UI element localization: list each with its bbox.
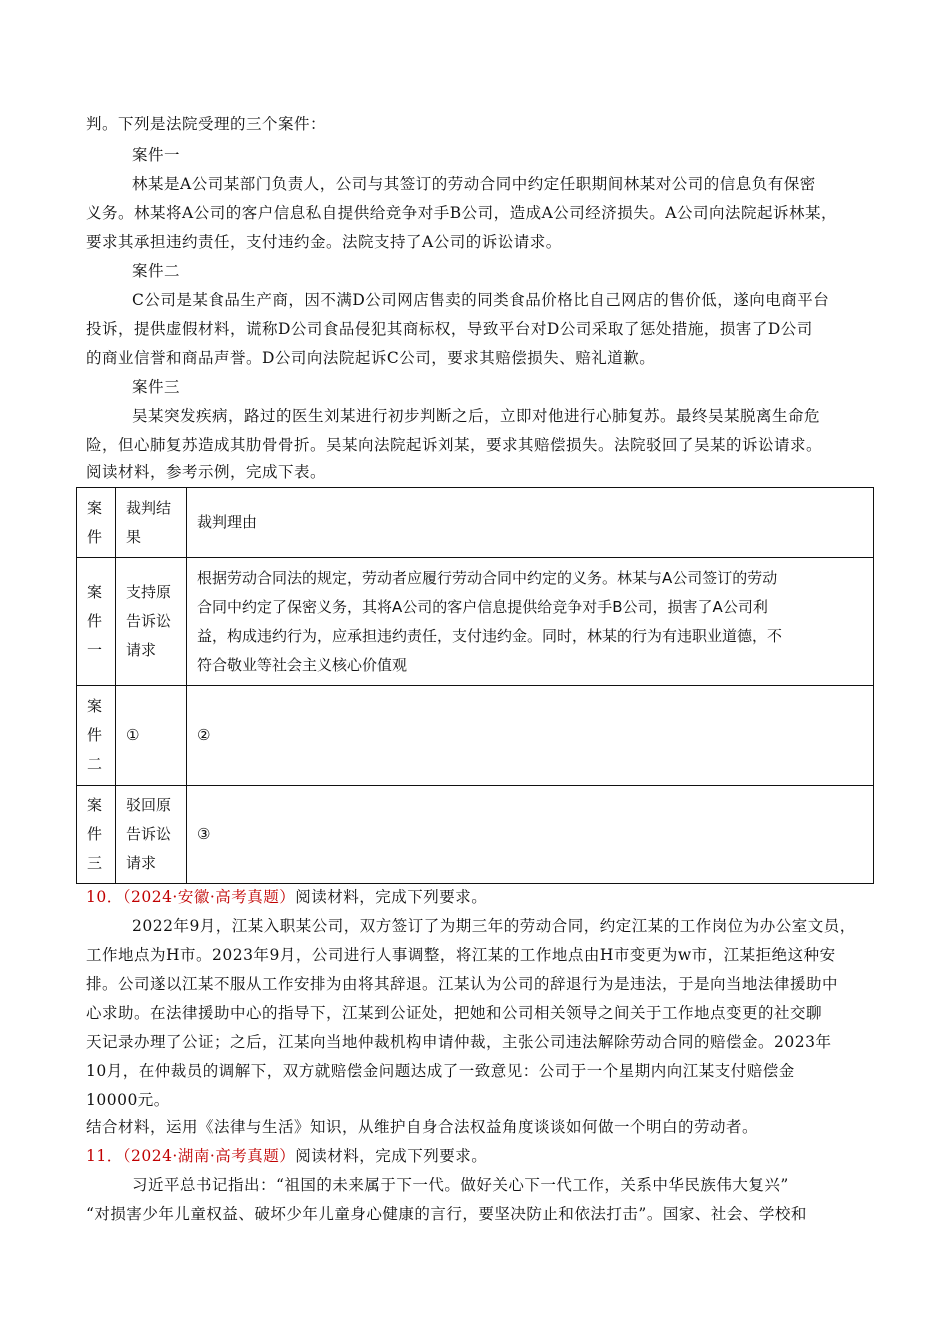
case2-text: 投诉，提供虚假材料，谎称D公司食品侵犯其商标权，导致平台对D公司采取了惩处措施，损害了D公司 <box>86 320 813 338</box>
q10-text: 心求助。在法律援助中心的指导下，江某到公证处，把她和公司相关领导之间关于工作地点变更的社交聊 <box>86 1004 823 1022</box>
case-cell: 案 件 三 <box>77 786 116 884</box>
result-cell: 驳回原 告诉讼 请求 <box>116 786 187 884</box>
case2-text: 的商业信誉和商品声誉。D公司向法院起诉C公司，要求其赔偿损失、赔礼道歉。 <box>86 349 656 367</box>
q10-text: 2022年9月，江某入职某公司，双方签订了为期三年的劳动合同，约定江某的工作岗位为办公室文员， <box>132 917 856 935</box>
table-row <box>77 686 874 786</box>
header-result: 裁判结 果 <box>116 488 187 558</box>
case-cell: 案 件 一 <box>77 558 116 686</box>
reason-cell: ② <box>187 686 874 786</box>
result-cell: 支持原 告诉讼 请求 <box>116 558 187 686</box>
case1-heading: 案件一 <box>132 146 181 164</box>
question-source: （2024·湖南·高考真题） <box>122 1147 296 1165</box>
reason-cell: 根据劳动合同法的规定，劳动者应履行劳动合同中约定的义务。林某与A公司签订的劳动 合同中约定了保密义务，其将A公司的客户信息提供给竞争对手B公司，损害了A公司利 益，构成违约行为，应承担违约责任，支付违约金。同时，林某的行为有违职业道德，不 符合敬业等社会主义核心价值观 <box>187 558 874 686</box>
q10-text: 10月，在仲裁员的调解下，双方就赔偿金问题达成了一致意见：公司于一个星期内向江某支付赔偿金 <box>86 1062 795 1080</box>
question-prompt: 阅读材料，完成下列要求。 <box>295 888 488 906</box>
case3-heading: 案件三 <box>132 378 181 396</box>
result-cell: ① <box>116 686 187 786</box>
table-row <box>77 558 874 686</box>
case1-text: 义务。林某将A公司的客户信息私自提供给竞争对手B公司，造成A公司经济损失。A公司向法院起诉林某， <box>86 204 837 222</box>
case3-text: 吴某突发疾病，路过的医生刘某进行初步判断之后，立即对他进行心肺复苏。最终吴某脱离生命危 <box>132 407 821 425</box>
case1-text: 要求其承担违约责任，支付违约金。法院支持了A公司的诉讼请求。 <box>86 233 562 251</box>
case2-heading: 案件二 <box>132 262 181 280</box>
header-reason: 裁判理由 <box>187 488 874 558</box>
q10-text: 排。公司遂以江某不服从工作安排为由将其辞退。江某认为公司的辞退行为是违法，于是向当地法律援助中 <box>86 975 839 993</box>
reason-cell: ③ <box>187 786 874 884</box>
table-row <box>77 786 874 884</box>
q11-text: “对损害少年儿童权益、破坏少年儿童身心健康的言行，要坚决防止和依法打击”。国家、社会、学校和 <box>86 1205 807 1223</box>
case1-text: 林某是A公司某部门负责人，公司与其签订的劳动合同中约定任职期间林某对公司的信息负有保密 <box>132 175 816 193</box>
case-table <box>76 487 874 884</box>
question-number: 10． <box>86 888 123 906</box>
question-prompt: 阅读材料，完成下列要求。 <box>295 1147 488 1165</box>
intro-line: 判。下列是法院受理的三个案件： <box>86 115 327 133</box>
question-11-header <box>86 1145 487 1167</box>
question-10-header <box>86 886 487 908</box>
table-header-row <box>77 488 874 558</box>
q10-text: 天记录办理了公证；之后，江某向当地仲裁机构申请仲裁，主张公司违法解除劳动合同的赔偿金。2023年 <box>86 1033 832 1051</box>
case3-text: 险，但心肺复苏造成其肋骨骨折。吴某向法院起诉刘某，要求其赔偿损失。法院驳回了吴某的诉讼请求。 <box>86 436 823 454</box>
question-number: 11． <box>86 1147 123 1165</box>
q10-task: 结合材料，运用《法律与生活》知识，从维护自身合法权益角度谈谈如何做一个明白的劳动者。 <box>86 1118 759 1136</box>
case-cell: 案 件 二 <box>77 686 116 786</box>
q10-text: 10000元。 <box>86 1091 170 1109</box>
question-source: （2024·安徽·高考真题） <box>122 888 296 906</box>
instruction-text: 阅读材料，参考示例，完成下表。 <box>86 463 327 481</box>
q10-text: 工作地点为H市。2023年9月，公司进行人事调整，将江某的工作地点由H市变更为w市，江某拒绝这种安 <box>86 946 836 964</box>
q11-text: 习近平总书记指出：“祖国的未来属于下一代。做好关心下一代工作，关系中华民族伟大复兴” <box>132 1176 789 1194</box>
header-case: 案 件 <box>77 488 116 558</box>
case2-text: C公司是某食品生产商，因不满D公司网店售卖的同类食品价格比自己网店的售价低，遂向电商平台 <box>132 291 830 309</box>
